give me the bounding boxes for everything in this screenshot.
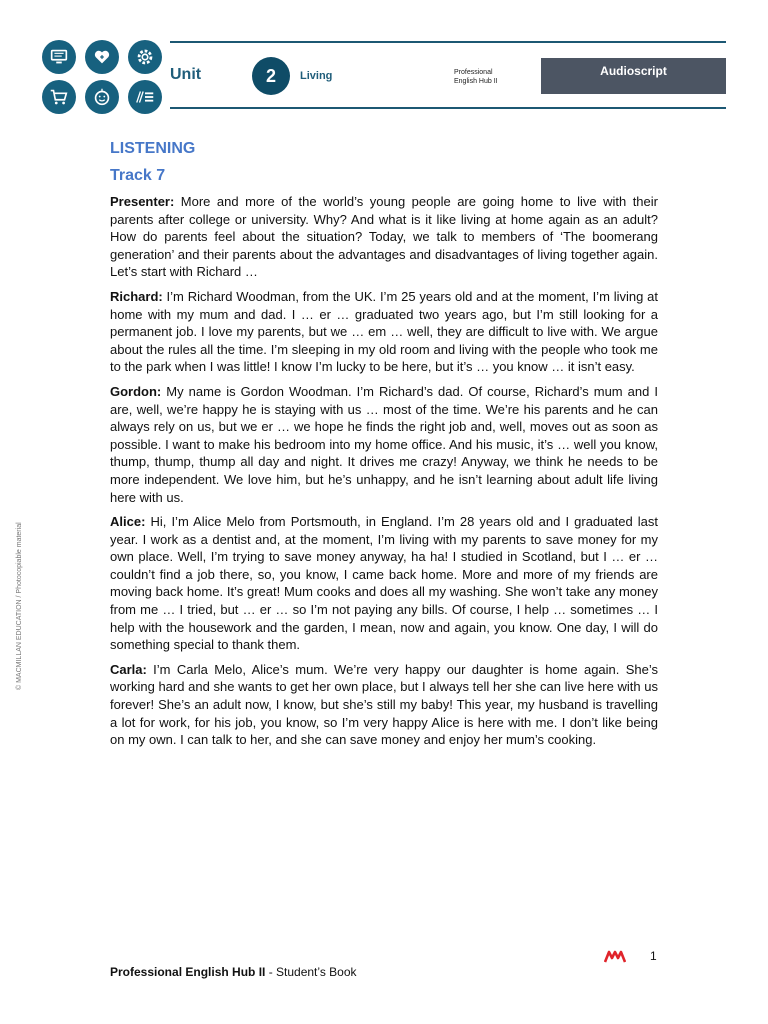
brand-line-2: English Hub II	[454, 78, 498, 85]
transcript-paragraph	[110, 288, 658, 376]
heart-hand-icon	[85, 40, 119, 74]
audioscript-label: Audioscript	[600, 64, 667, 78]
transcript-paragraph	[110, 513, 658, 654]
speaker-name: Carla:	[110, 661, 147, 677]
speaker-name: Alice:	[110, 514, 146, 530]
unit-number-badge: 2	[252, 57, 290, 95]
speaker-text: I’m Carla Melo, Alice’s mum. We’re very happy our daughter is home again. She’s working hard and she wants to get her own place, but I always tell her she can live here with us forever! She’s an adult now, I know, but she’s still my baby! This year, my husband is travelling a lot for work, for his job, you know, so I’m very happy Alice is here with me. I don’t like being on my own. I can talk to her, and she can save money and enjoy her mum’s cooking.	[110, 661, 658, 748]
footer-title	[110, 965, 357, 979]
page-number: 1	[650, 949, 657, 963]
brand-name	[454, 68, 534, 86]
binary-code-icon	[128, 80, 162, 114]
header-top-rule	[170, 41, 726, 43]
footer-book-suffix: - Student’s Book	[265, 965, 357, 979]
speaker-text: More and more of the world’s young people are going home to live with their parents after college or university. Why? And what is it like living at home again as an adult? How do parents feel about the situation? Today, we talk to members of ‘The boomerang generation’ and their parents about the advantages and disadvantages of living together again. Let’s start with Richard …	[110, 194, 658, 280]
transcript-paragraph	[110, 193, 658, 281]
smiley-face-icon	[85, 80, 119, 114]
speaker-text: My name is Gordon Woodman. I’m Richard’s dad. Of course, Richard’s mum and I are, well, we’re happy he is staying with us … most of the time. We’re his parents and he can always rely on us, but we er … we hope he finds the right job and, well, moves out as soon as possible. I want to make his bedroom into my home office. And his music, it’s … well you know, thump, thump, thump all day and night. It drives me crazy! Anyway, we think he needs to be more independent. We love him, but he’s unhappy, and he isn’t learning about adult life living here with us.	[110, 383, 658, 505]
unit-name: Living	[300, 70, 333, 82]
speaker-name: Richard:	[110, 288, 163, 304]
transcript-paragraph	[110, 661, 658, 749]
section-title: LISTENING	[110, 140, 196, 157]
unit-label: Unit	[170, 66, 202, 83]
copyright-note: © MACMILLAN EDUCATION / Photocopiable material	[16, 522, 23, 690]
shopping-cart-icon	[42, 80, 76, 114]
speaker-name: Presenter:	[110, 194, 175, 209]
footer-book-title: Professional English Hub II	[110, 965, 266, 979]
header-bottom-rule	[170, 107, 726, 109]
track-title: Track 7	[110, 167, 166, 184]
speaker-text: Hi, I’m Alice Melo from Portsmouth, in England. I’m 28 years old and I graduated last year. I work as a dentist and, at the moment, I’m living with my parents to save money for my own place. Well, I’m trying to save money anyway, ha ha! I studied in Scotland, but I … er … couldn’t find a job there, so, you know, I came back home. More and more of my friends are moving back home. It’s great! Mum cooks and does all my washing. She won’t take any money from me … I tried, but … er … so I’m not paying any bills. Of course, I help … sometimes … I help with the housework and the garden, I mean, now and again, you know. One day, I will do something special to thank them.	[110, 514, 658, 653]
brand-line-1: Professional	[454, 69, 493, 76]
transcript-paragraph	[110, 383, 658, 506]
audioscript-banner	[541, 58, 726, 94]
transcript	[110, 193, 658, 756]
gear-icon	[128, 40, 162, 74]
speaker-name: Gordon:	[110, 383, 162, 399]
computer-icon	[42, 40, 76, 74]
speaker-text: I’m Richard Woodman, from the UK. I’m 25 years old and at the moment, I’m living at home with my mum and dad. I … er … graduated two years ago, but I’m still looking for a permanent job. I love my parents, but we … em … well, they are difficult to live with. We argue about the rules all the time. I’m sleeping in my old room and living with the people who took me to the park when I was little! I know I’m lucky to be here, but it’s … you know … it isn’t easy.	[110, 288, 658, 375]
macmillan-logo-icon	[604, 948, 626, 966]
header-icon-grid	[42, 40, 162, 114]
